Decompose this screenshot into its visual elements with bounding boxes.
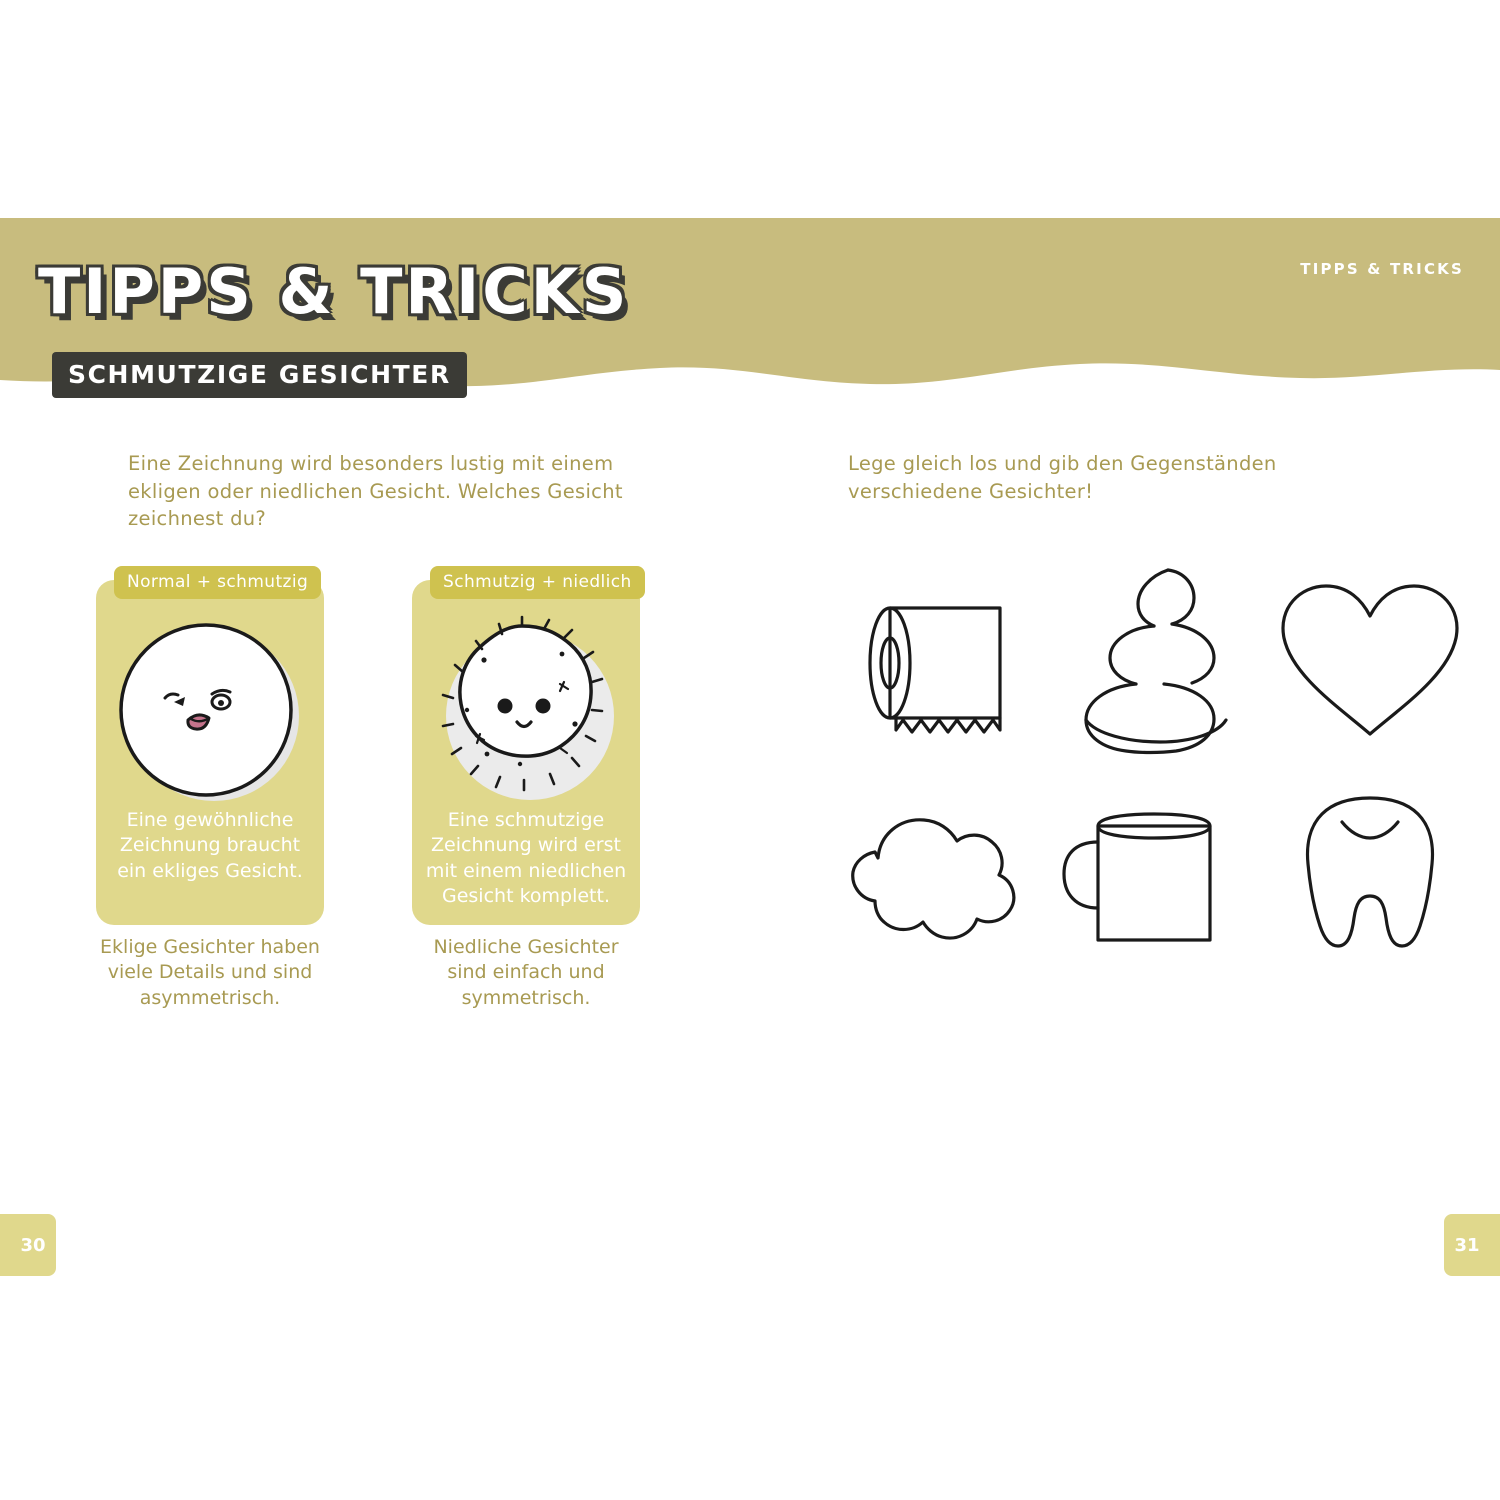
poop-swirl-icon — [1060, 556, 1260, 770]
left-intro-text: Eine Zeichnung wird besonders lustig mit einem ekligen oder niedlichen Gesicht. Welches Gesicht zeichnest du? — [128, 452, 623, 531]
tooth-icon — [1280, 788, 1460, 982]
example-card-dirty-cute — [412, 572, 640, 925]
page-number-left: 30 — [0, 1214, 56, 1276]
object-grid — [810, 548, 1470, 1008]
card-note-1: Eklige Gesichter haben viele Details und sind asymmetrisch. — [100, 936, 320, 1009]
card-caption: Eine schmutzige Zeichnung wird erst mit einem niedlichen Gesicht komplett. — [425, 809, 627, 907]
cloud-icon — [830, 798, 1040, 972]
card-note-2: Niedliche Gesichter sind einfach und symmetrisch. — [433, 936, 619, 1009]
card-tag: Schmutzig + niedlich — [430, 566, 645, 599]
fuzzy-round-face-icon — [412, 614, 640, 814]
toilet-paper-roll-icon — [850, 568, 1040, 772]
running-head: TIPPS & TRICKS — [1300, 260, 1464, 278]
right-intro-text: Lege gleich los und gib den Gegenständen verschiedene Gesichter! — [848, 452, 1277, 503]
page-subtitle: SCHMUTZIGE GESICHTER — [52, 352, 467, 398]
example-card-normal-dirty — [96, 572, 324, 925]
plain-round-face-icon — [96, 614, 324, 814]
heart-icon — [1270, 576, 1470, 760]
coffee-mug-icon — [1060, 798, 1260, 972]
card-caption: Eine gewöhnliche Zeichnung braucht ein ekliges Gesicht. — [117, 809, 303, 882]
card-tag: Normal + schmutzig — [114, 566, 321, 599]
page-title: TIPPS & TRICKS — [38, 255, 630, 328]
page-number-right: 31 — [1444, 1214, 1500, 1276]
